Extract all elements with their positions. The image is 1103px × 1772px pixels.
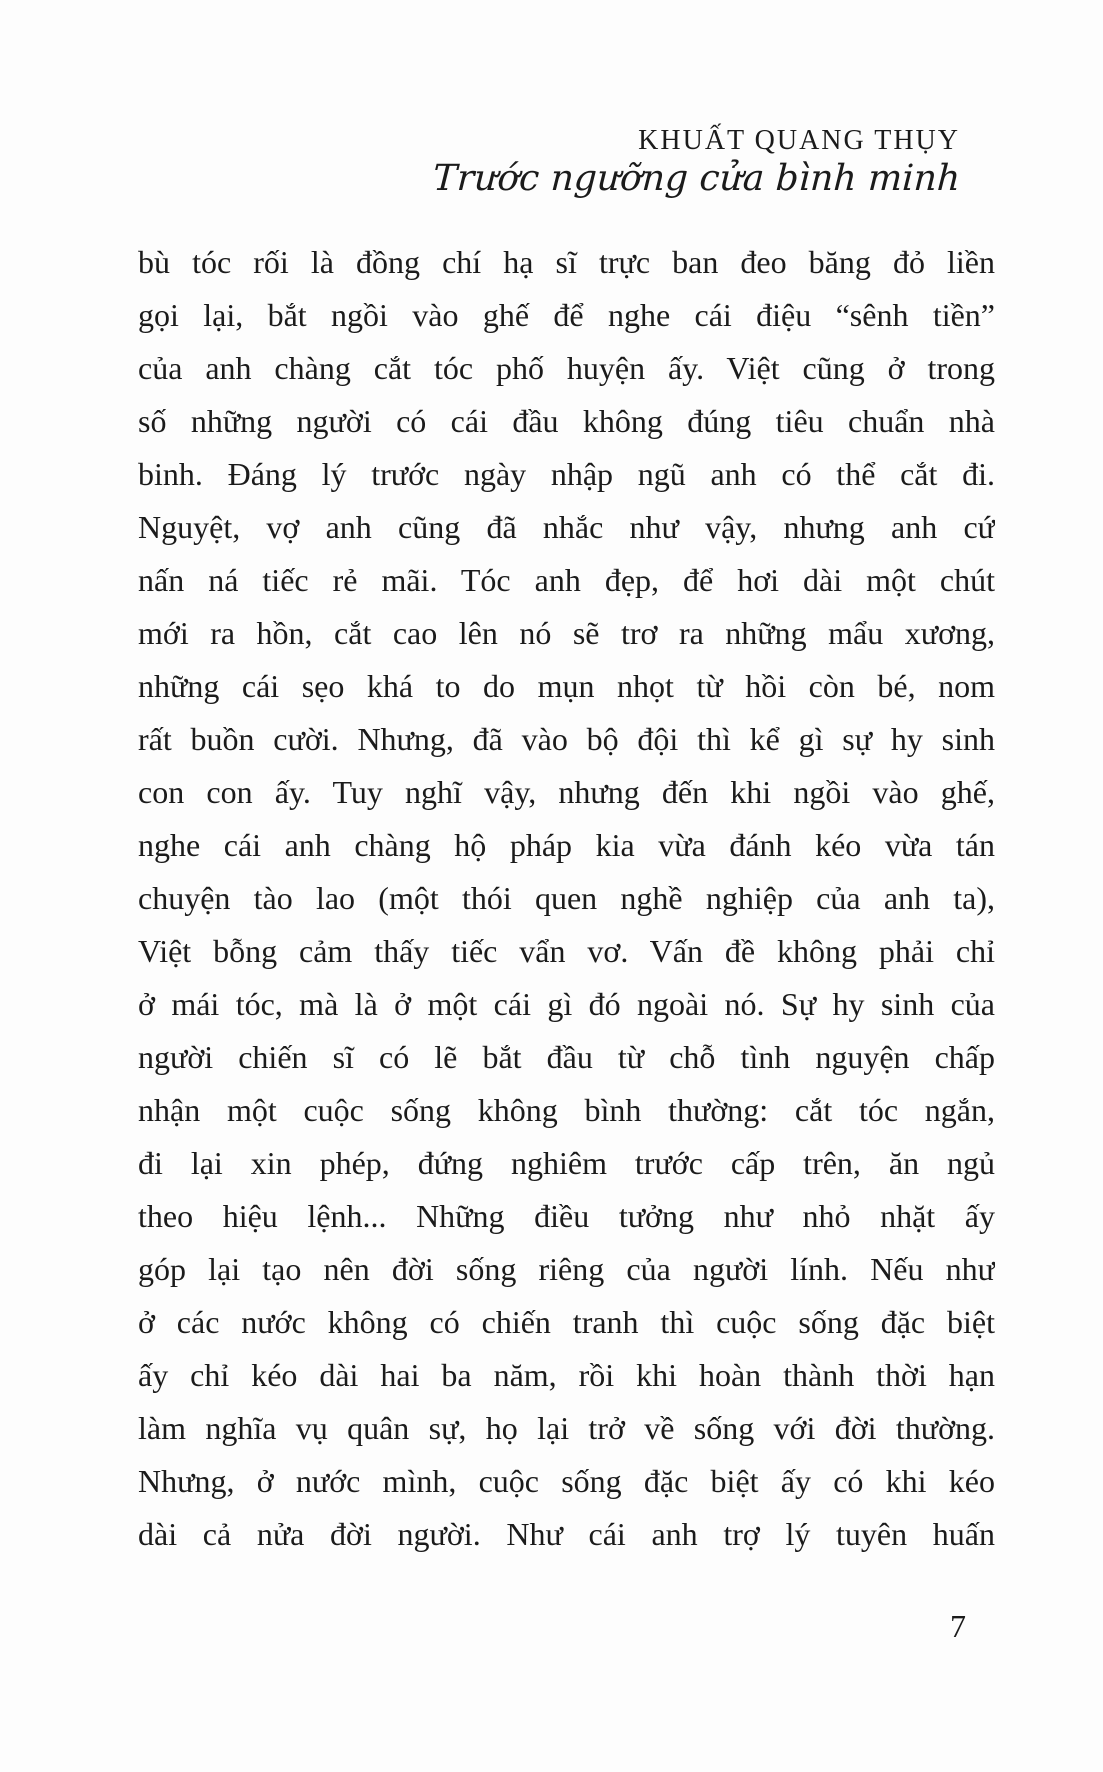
body-text-line: bù tóc rối là đồng chí hạ sĩ trực ban đeo băng đỏ liền [138, 244, 995, 280]
body-text-line: Nguyệt, vợ anh cũng đã nhắc như vậy, nhưng anh cứ [138, 509, 995, 545]
body-text-line: theo hiệu lệnh... Những điều tưởng như nhỏ nhặt ấy [138, 1198, 995, 1234]
body-text-line: dài cả nửa đời người. Như cái anh trợ lý tuyên huấn [138, 1516, 995, 1552]
body-text-line: mới ra hồn, cắt cao lên nó sẽ trơ ra những mẩu xương, [138, 615, 995, 651]
body-text-line: binh. Đáng lý trước ngày nhập ngũ anh có thể cắt đi. [138, 456, 995, 492]
body-text-line: gọi lại, bắt ngồi vào ghế để nghe cái điệu “sênh tiền” [138, 297, 995, 333]
body-text-line: ấy chỉ kéo dài hai ba năm, rồi khi hoàn thành thời hạn [138, 1357, 995, 1393]
body-text-line: của anh chàng cắt tóc phố huyện ấy. Việt cũng ở trong [138, 350, 995, 386]
body-text-line: nghe cái anh chàng hộ pháp kia vừa đánh kéo vừa tán [138, 827, 995, 863]
page-number: 7 [950, 1608, 966, 1644]
body-text [138, 236, 995, 1561]
body-text-line: số những người có cái đầu không đúng tiêu chuẩn nhà [138, 403, 995, 439]
body-text-line: người chiến sĩ có lẽ bắt đầu từ chỗ tình nguyện chấp [138, 1039, 995, 1075]
body-text-line: những cái sẹo khá to do mụn nhọt từ hồi còn bé, nom [138, 668, 995, 704]
running-header [433, 124, 960, 200]
body-text-line: chuyện tào lao (một thói quen nghề nghiệp của anh ta), [138, 880, 995, 916]
body-text-line: con con ấy. Tuy nghĩ vậy, nhưng đến khi ngồi vào ghế, [138, 774, 995, 810]
author-name: KHUẤT QUANG THỤY [638, 125, 960, 156]
body-text-line: ở mái tóc, mà là ở một cái gì đó ngoài nó. Sự hy sinh của [138, 986, 995, 1022]
body-text-line: góp lại tạo nên đời sống riêng của người lính. Nếu như [138, 1251, 995, 1287]
body-text-line: nấn ná tiếc rẻ mãi. Tóc anh đẹp, để hơi dài một chút [138, 562, 995, 598]
body-text-line: Nhưng, ở nước mình, cuộc sống đặc biệt ấy có khi kéo [138, 1463, 995, 1499]
body-text-line: rất buồn cười. Nhưng, đã vào bộ đội thì kể gì sự hy sinh [138, 721, 995, 757]
body-text-line: Việt bỗng cảm thấy tiếc vẩn vơ. Vấn đề không phải chỉ [138, 933, 995, 969]
body-text-line: đi lại xin phép, đứng nghiêm trước cấp trên, ăn ngủ [138, 1145, 995, 1181]
book-title: Trước ngưỡng cửa bình minh [431, 158, 962, 199]
body-text-line: ở các nước không có chiến tranh thì cuộc sống đặc biệt [138, 1304, 995, 1340]
body-text-line: nhận một cuộc sống không bình thường: cắt tóc ngắn, [138, 1092, 995, 1128]
body-text-line: làm nghĩa vụ quân sự, họ lại trở về sống với đời thường. [138, 1410, 995, 1446]
